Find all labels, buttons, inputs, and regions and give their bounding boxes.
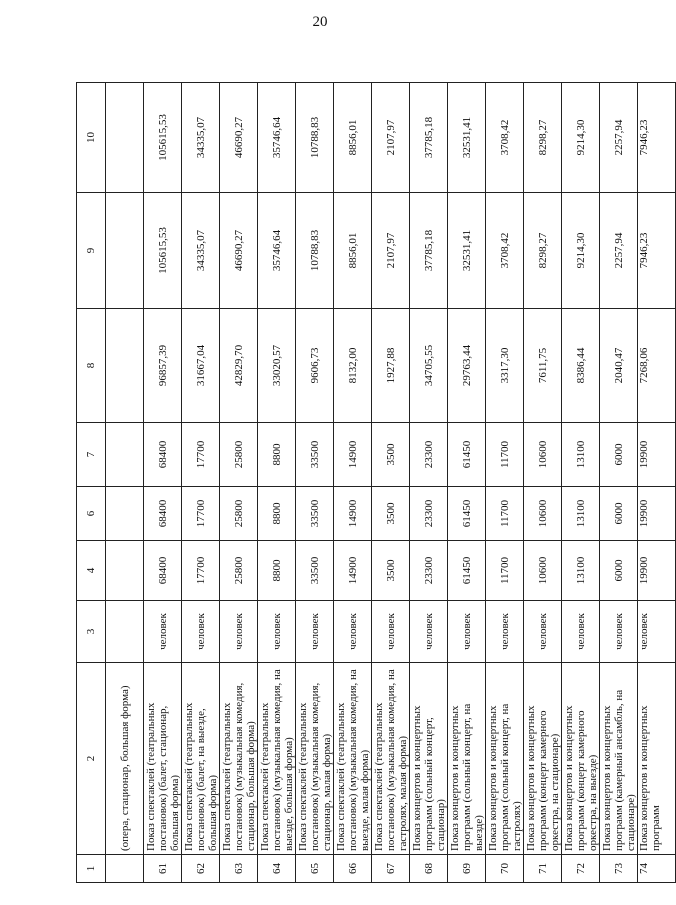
row-value-c7: 68400 [144, 423, 182, 487]
row-value-c10: 8298,27 [524, 83, 562, 193]
row-value-c6: 61450 [448, 487, 486, 541]
row-name: Показ спектаклей (театральных постановок) (музыкальная комедия, на гастролях, малая форма) [372, 663, 410, 855]
row-name: Показ концертов и концертных программ (концерт камерного оркестра, на выезде) [562, 663, 600, 855]
row-value-c4: 10600 [524, 541, 562, 601]
header-row [77, 83, 106, 883]
row-value-c7: 23300 [410, 423, 448, 487]
row-name: Показ концертов и концертных программ (камерный ансамбль, на стационаре) [600, 663, 638, 855]
row-value-c7: 3500 [372, 423, 410, 487]
row-value-c6: 23300 [410, 487, 448, 541]
row-unit: человек [448, 601, 486, 663]
row-value-c8: 31667,04 [182, 309, 220, 423]
row-name: Показ концертов и концертных программ (сольный концерт, стационар) [410, 663, 448, 855]
row-value-c9: 2107,97 [372, 193, 410, 309]
row-value-c10: 7946,23 [638, 83, 676, 193]
row-value-c10: 37785,18 [410, 83, 448, 193]
row-value-c4: 6000 [600, 541, 638, 601]
row-value-c10: 46690,27 [220, 83, 258, 193]
row-number: 66 [334, 855, 372, 883]
header-cell: 9 [77, 193, 106, 309]
row-value-c8: 1927,88 [372, 309, 410, 423]
row-value-c10: 10788,83 [296, 83, 334, 193]
row-value-c4: 25800 [220, 541, 258, 601]
row-value-c6: 11700 [486, 487, 524, 541]
row-unit: человек [334, 601, 372, 663]
row-value-c4: 61450 [448, 541, 486, 601]
row-value-c10: 3708,42 [486, 83, 524, 193]
row-value-c7: 6000 [600, 423, 638, 487]
table-row [296, 83, 334, 883]
row-name: Показ концертов и концертных программ (сольный концерт, на гастролях) [486, 663, 524, 855]
table-row [258, 83, 296, 883]
row-value-c4: 8800 [258, 541, 296, 601]
rotated-table-container [76, 83, 662, 883]
row-number: 74 [638, 855, 676, 883]
row-unit: человек [600, 601, 638, 663]
row-unit: человек [486, 601, 524, 663]
row-value-c6: 17700 [182, 487, 220, 541]
row-value-c10: 35746,64 [258, 83, 296, 193]
row-value-c7: 17700 [182, 423, 220, 487]
row-value-c6: 6000 [600, 487, 638, 541]
table-row [334, 83, 372, 883]
table-row [562, 83, 600, 883]
row-unit: человек [638, 601, 676, 663]
row-value-c6: 33500 [296, 487, 334, 541]
row-number: 70 [486, 855, 524, 883]
row-value-c4: 3500 [372, 541, 410, 601]
row-name: Показ спектаклей (театральных постановок) (музыкальная комедия, стационар, большая форма) [220, 663, 258, 855]
row-number: 64 [258, 855, 296, 883]
row-value-c6: 3500 [372, 487, 410, 541]
header-cell: 2 [77, 663, 106, 855]
row-value-c8: 29763,44 [448, 309, 486, 423]
row-unit: человек [144, 601, 182, 663]
row-number: 72 [562, 855, 600, 883]
table-cell [106, 855, 144, 883]
row-name: Показ спектаклей (театральных постановок) (балет, стационар, большая форма) [144, 663, 182, 855]
header-cell: 3 [77, 601, 106, 663]
row-value-c6: 13100 [562, 487, 600, 541]
row-value-c7: 14900 [334, 423, 372, 487]
row-value-c7: 8800 [258, 423, 296, 487]
row-value-c6: 25800 [220, 487, 258, 541]
continuation-row [106, 83, 144, 883]
table-cell [106, 601, 144, 663]
row-name: Показ спектаклей (театральных постановок) (музыкальная комедия, стационар, малая форма) [296, 663, 334, 855]
table-row [182, 83, 220, 883]
row-value-c4: 33500 [296, 541, 334, 601]
header-cell: 1 [77, 855, 106, 883]
row-unit: человек [220, 601, 258, 663]
row-name: Показ спектаклей (театральных постановок) (балет, на выезде, большая форма) [182, 663, 220, 855]
row-value-c7: 33500 [296, 423, 334, 487]
row-value-c6: 14900 [334, 487, 372, 541]
row-number: 73 [600, 855, 638, 883]
row-value-c10: 34335,07 [182, 83, 220, 193]
table-row [372, 83, 410, 883]
table-cell [106, 309, 144, 423]
row-name: Показ концертов и концертных программ (концерт камерного оркестра, на стационаре) [524, 663, 562, 855]
table-row [144, 83, 182, 883]
row-value-c9: 35746,64 [258, 193, 296, 309]
table-cell [106, 423, 144, 487]
row-value-c10: 2257,94 [600, 83, 638, 193]
header-cell: 4 [77, 541, 106, 601]
row-value-c9: 2257,94 [600, 193, 638, 309]
row-value-c4: 68400 [144, 541, 182, 601]
row-value-c6: 68400 [144, 487, 182, 541]
row-number: 61 [144, 855, 182, 883]
row-value-c7: 11700 [486, 423, 524, 487]
row-value-c8: 96857,39 [144, 309, 182, 423]
row-value-c10: 9214,30 [562, 83, 600, 193]
row-unit: человек [410, 601, 448, 663]
row-number: 62 [182, 855, 220, 883]
header-cell: 6 [77, 487, 106, 541]
row-value-c9: 10788,83 [296, 193, 334, 309]
row-value-c8: 7611,75 [524, 309, 562, 423]
row-value-c9: 32531,41 [448, 193, 486, 309]
table-row [600, 83, 638, 883]
row-value-c4: 23300 [410, 541, 448, 601]
row-value-c7: 10600 [524, 423, 562, 487]
row-name: Показ концертов и концертных программ (сольный концерт, на выезде) [448, 663, 486, 855]
row-value-c9: 3708,42 [486, 193, 524, 309]
row-value-c7: 25800 [220, 423, 258, 487]
row-value-c7: 13100 [562, 423, 600, 487]
row-value-c10: 2107,97 [372, 83, 410, 193]
row-value-c9: 46690,27 [220, 193, 258, 309]
row-value-c9: 9214,30 [562, 193, 600, 309]
header-cell: 7 [77, 423, 106, 487]
row-unit: человек [524, 601, 562, 663]
row-value-c9: 7946,23 [638, 193, 676, 309]
row-number: 65 [296, 855, 334, 883]
row-name: Показ спектаклей (театральных постановок) (музыкальная комедия, на выезде, большая форма) [258, 663, 296, 855]
row-value-c8: 33020,57 [258, 309, 296, 423]
row-value-c8: 3317,30 [486, 309, 524, 423]
row-name: Показ концертов и концертных программ [638, 663, 676, 855]
header-cell: 10 [77, 83, 106, 193]
row-value-c10: 8856,01 [334, 83, 372, 193]
page-number: 20 [312, 14, 328, 30]
row-name: Показ спектаклей (театральных постановок) (музыкальная комедия, на выезде, малая форма) [334, 663, 372, 855]
table-cell [106, 193, 144, 309]
row-value-c8: 34705,55 [410, 309, 448, 423]
row-value-c6: 8800 [258, 487, 296, 541]
row-value-c8: 7268,06 [638, 309, 676, 423]
row-name-continuation: (опера, стационар, большая форма) [106, 663, 144, 855]
row-value-c6: 10600 [524, 487, 562, 541]
row-value-c7: 61450 [448, 423, 486, 487]
table-row [524, 83, 562, 883]
row-value-c9: 34335,07 [182, 193, 220, 309]
row-value-c9: 105615,53 [144, 193, 182, 309]
row-value-c4: 19900 [638, 541, 676, 601]
row-value-c9: 8298,27 [524, 193, 562, 309]
row-value-c10: 32531,41 [448, 83, 486, 193]
row-value-c8: 9606,73 [296, 309, 334, 423]
row-value-c9: 8856,01 [334, 193, 372, 309]
table-row [410, 83, 448, 883]
row-value-c8: 8386,44 [562, 309, 600, 423]
row-value-c4: 11700 [486, 541, 524, 601]
row-value-c10: 105615,53 [144, 83, 182, 193]
row-value-c4: 13100 [562, 541, 600, 601]
row-number: 63 [220, 855, 258, 883]
table-cell [106, 541, 144, 601]
table-row [486, 83, 524, 883]
table-row [448, 83, 486, 883]
row-value-c8: 42829,70 [220, 309, 258, 423]
row-unit: человек [562, 601, 600, 663]
row-value-c4: 17700 [182, 541, 220, 601]
row-unit: человек [296, 601, 334, 663]
row-number: 69 [448, 855, 486, 883]
row-value-c7: 19900 [638, 423, 676, 487]
last-row [638, 83, 676, 883]
row-value-c4: 14900 [334, 541, 372, 601]
row-value-c6: 19900 [638, 487, 676, 541]
row-value-c8: 8132,00 [334, 309, 372, 423]
table-row [220, 83, 258, 883]
table-cell [106, 83, 144, 193]
row-value-c8: 2040,47 [600, 309, 638, 423]
row-unit: человек [258, 601, 296, 663]
row-number: 67 [372, 855, 410, 883]
row-number: 71 [524, 855, 562, 883]
table-cell [106, 487, 144, 541]
header-cell: 8 [77, 309, 106, 423]
row-value-c9: 37785,18 [410, 193, 448, 309]
row-unit: человек [372, 601, 410, 663]
services-table [76, 82, 676, 883]
row-number: 68 [410, 855, 448, 883]
row-unit: человек [182, 601, 220, 663]
